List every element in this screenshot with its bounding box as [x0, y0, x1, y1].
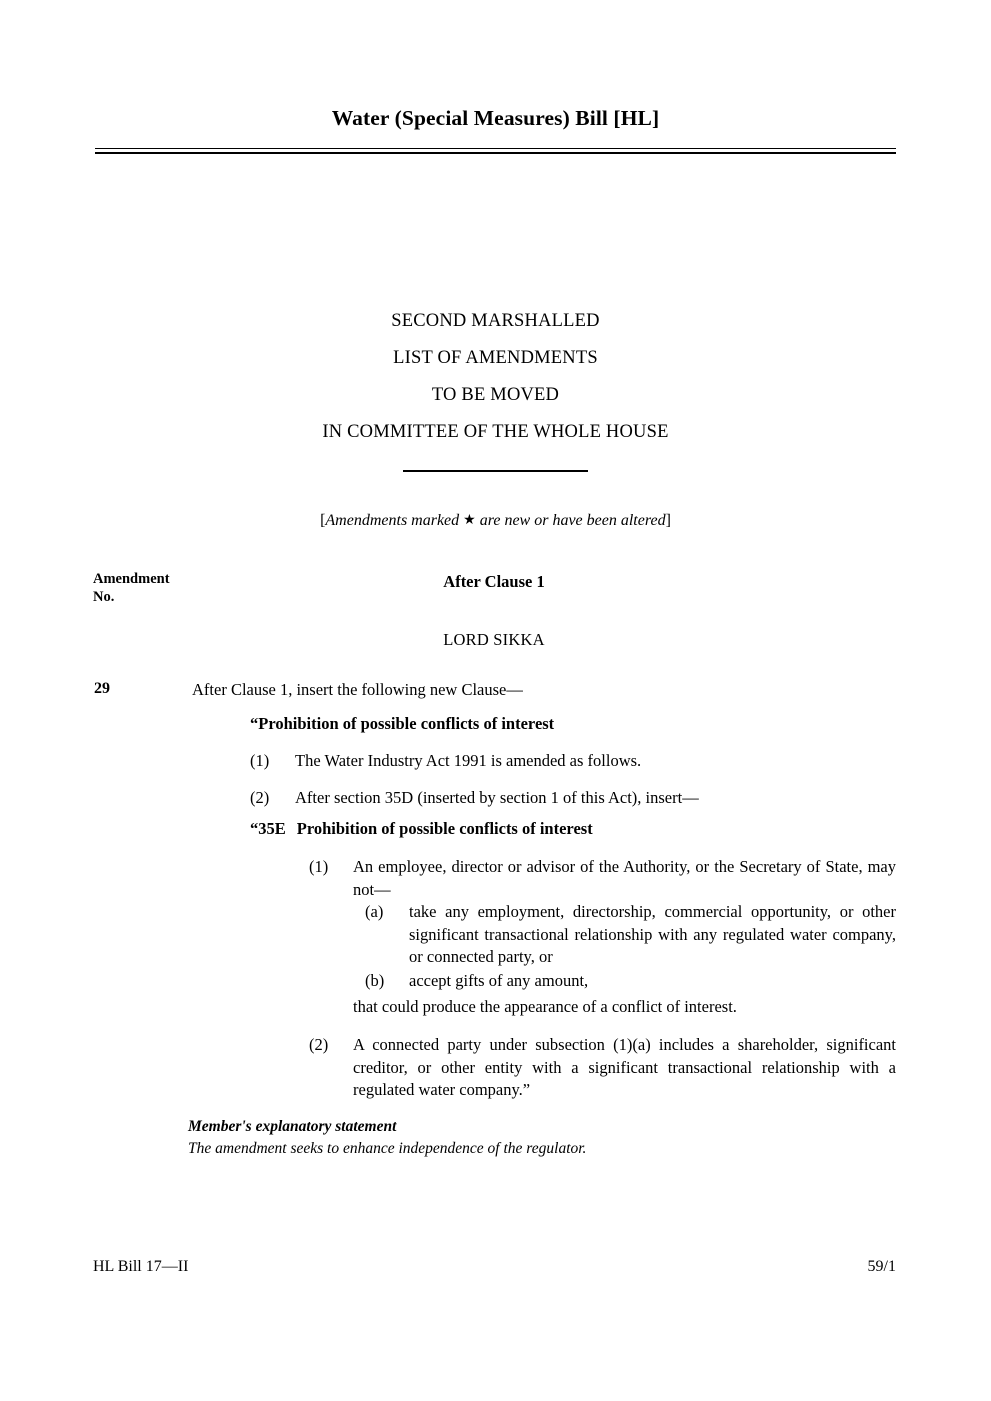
subsection-tail-text: that could produce the appearance of a conflict of interest. — [353, 997, 737, 1016]
section-divider-rule — [403, 470, 588, 472]
new-clause-title: “Prohibition of possible conflicts of interest — [250, 714, 555, 733]
heading-line-4: IN COMMITTEE OF THE WHOLE HOUSE — [322, 422, 669, 442]
amendment-number: 29 — [94, 680, 110, 697]
amendment-no-label — [93, 570, 170, 606]
point-text: accept gifts of any amount, — [409, 971, 589, 990]
point-marker: (a) — [365, 902, 384, 921]
subsection-marker: (1) — [309, 857, 329, 876]
subsection-text: A connected party under subsection (1)(a) includes a shareholder, significant creditor, or other entity with a significant transactional relationship with a regulated water company.” — [353, 1035, 896, 1099]
point-text: take any employment, directorship, commercial opportunity, or other significant transactional relationship with any regulated water company, or connected party, or — [409, 902, 896, 966]
inserted-section-heading — [250, 819, 896, 839]
amendment-item — [250, 787, 896, 810]
star-note-text-before: Amendments marked — [325, 512, 464, 529]
title-rule-thin — [95, 148, 896, 149]
inserted-section-title: Prohibition of possible conflicts of interest — [296, 819, 593, 838]
close-bracket: ] — [665, 512, 671, 529]
item-marker: (2) — [250, 788, 270, 807]
explanatory-statement-heading: Member's explanatory statement — [188, 1118, 397, 1135]
item-text: After section 35D (inserted by section 1 of this Act), insert— — [295, 788, 699, 807]
subsection-item — [309, 856, 896, 901]
subsection-marker: (2) — [309, 1035, 329, 1054]
member-name: LORD SIKKA — [443, 630, 545, 649]
item-marker: (1) — [250, 751, 270, 770]
star-note-text-after: are new or have been altered — [475, 512, 666, 529]
footer-page-number: 59/1 — [867, 1258, 896, 1275]
heading-line-3: TO BE MOVED — [431, 385, 560, 405]
inserted-section-number: “35E — [250, 819, 286, 838]
item-text: The Water Industry Act 1991 is amended as follows. — [295, 751, 642, 770]
amendment-no-label-line2: No. — [93, 589, 115, 605]
document-heading-block — [95, 303, 896, 451]
footer-bill-reference: HL Bill 17—II — [93, 1258, 189, 1275]
heading-line-1: SECOND MARSHALLED — [391, 311, 600, 331]
star-legend-note — [95, 512, 896, 530]
explanatory-statement-text: The amendment seeks to enhance independence of the regulator. — [188, 1140, 587, 1157]
amendment-no-label-line1: Amendment — [93, 571, 170, 587]
page-title: Water (Special Measures) Bill [HL] — [331, 106, 660, 130]
amendment-intro-line: After Clause 1, insert the following new Clause— — [192, 680, 523, 699]
subsection-item — [309, 1034, 896, 1102]
star-icon: ★ — [463, 513, 476, 528]
clause-heading: After Clause 1 — [443, 572, 545, 591]
open-bracket: [ — [320, 512, 326, 529]
amendment-item — [250, 750, 896, 773]
title-rule-thick — [95, 152, 896, 154]
subsection-text: An employee, director or advisor of the Authority, or the Secretary of State, may not— — [353, 857, 896, 899]
point-marker: (b) — [365, 971, 385, 990]
heading-line-2: LIST OF AMENDMENTS — [393, 348, 598, 368]
subsection-point — [365, 970, 896, 993]
subsection-point — [365, 901, 896, 969]
